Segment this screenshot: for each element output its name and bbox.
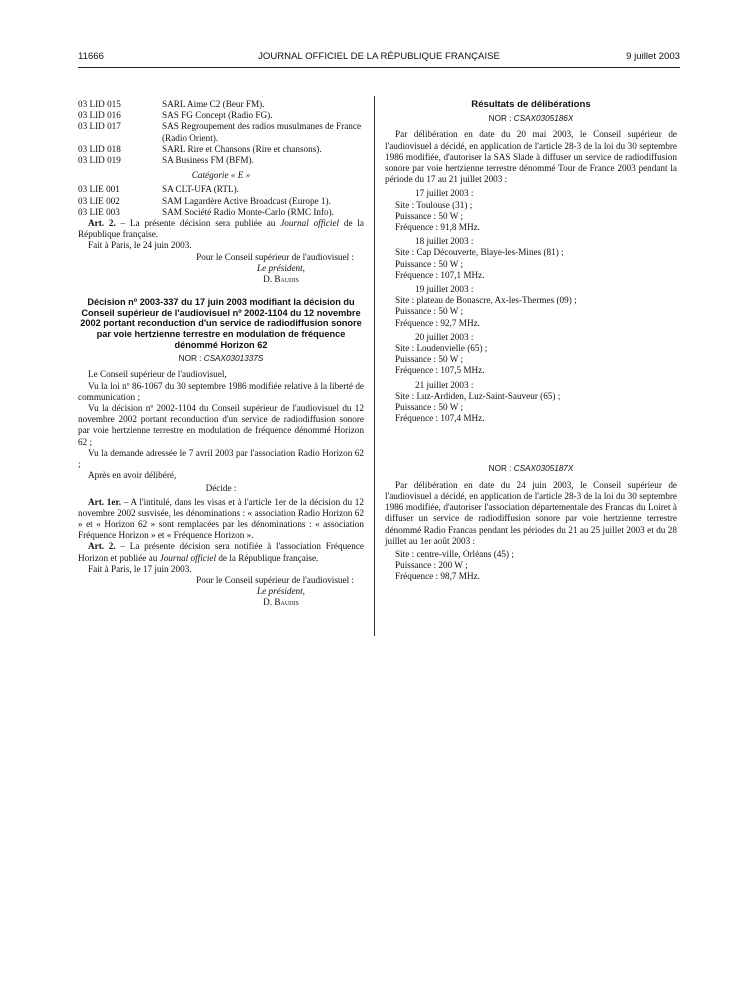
article-2-notification: Art. 2. – La présente décision sera notifiée à l'association Fréquence Horizon et publiée au Journal officiel de la République française.: [78, 541, 365, 563]
broadcast-date: 18 juillet 2003 :: [415, 236, 474, 247]
broadcast-date: 20 juillet 2003 :: [415, 331, 474, 342]
licence-code: 03 LIE 003: [78, 206, 120, 217]
signing-place-date: Fait à Paris, le 24 juin 2003.: [88, 240, 192, 251]
header-rule: [78, 67, 680, 68]
licence-code: 03 LID 015: [78, 99, 121, 109]
licence-code: 03 LID 017: [78, 121, 121, 132]
broadcast-site: [385, 284, 677, 329]
decision-title: Décision nº 2003-337 du 17 juin 2003 modifiant la décision du Conseil supérieur de l'audiovisuel nº 2002-1104 du 12 novembre 2002 portant reconduction d'un service de radiodiffusion sonore par voie hertzienne terrestre en modulation de fréquence dénommé Horizon 62: [80, 297, 362, 350]
issue-date: 9 juillet 2003: [626, 51, 680, 62]
broadcast-date: 19 juillet 2003 :: [415, 284, 474, 295]
signatory-role: Le président,: [257, 586, 305, 597]
article-label: Art. 1er.: [88, 496, 121, 507]
operator-list-e: [78, 184, 364, 218]
broadcast-date: 17 juillet 2003 :: [415, 188, 474, 199]
operator-name: SAS Regroupement des radios musulmanes de France (Radio Orient).: [162, 121, 362, 143]
licence-code: 03 LID 019: [78, 155, 121, 166]
nor-code: CSAX0301337S: [203, 354, 264, 364]
journal-title: JOURNAL OFFICIEL DE LA RÉPUBLIQUE FRANÇAISE: [258, 51, 500, 62]
operator-name: SAS FG Concept (Radio FG).: [162, 110, 273, 121]
site-frequency: Fréquence : 92,7 MHz.: [395, 317, 480, 328]
site-power: Puissance : 50 W ;: [395, 354, 464, 365]
nor-code: CSAX0305187X: [513, 464, 574, 474]
broadcast-site: [385, 332, 677, 377]
site-frequency: Fréquence : 91,8 MHz.: [395, 222, 480, 233]
broadcast-site: [385, 236, 677, 281]
site-power: Puissance : 50 W ;: [395, 306, 464, 317]
preamble-deliberation: Après en avoir délibéré,: [88, 470, 177, 481]
nor-reference: NOR : CSAX0301337S: [178, 354, 264, 364]
site-location: Site : Cap Découverte, Blaye-les-Mines (81) ;: [395, 247, 564, 258]
broadcast-site: [385, 380, 677, 425]
list-item: [78, 110, 364, 121]
site-frequency: Fréquence : 98,7 MHz.: [395, 571, 480, 582]
left-column: [78, 99, 364, 609]
operator-name: SARL Rire et Chansons (Rire et chansons).: [162, 143, 322, 154]
column-divider: [374, 96, 375, 636]
broadcast-site: [385, 188, 677, 233]
nor-reference: NOR : CSAX0305186X: [488, 114, 574, 124]
site-frequency: Fréquence : 107,1 MHz.: [395, 269, 485, 280]
list-item: [78, 121, 364, 143]
signatory-name: D. Baudis: [263, 597, 299, 608]
site-power: Puissance : 50 W ;: [395, 258, 464, 269]
licence-code: 03 LID 018: [78, 143, 121, 154]
list-item: [78, 155, 364, 166]
article-2-publication: Art. 2. – La présente décision sera publiée au Journal officiel de la République française.: [78, 218, 364, 240]
operator-name: SA CLT-UFA (RTL).: [162, 184, 239, 195]
nor-code: CSAX0305186X: [513, 114, 574, 124]
decide-heading: Décide :: [205, 483, 237, 494]
site-location: Site : Toulouse (31) ;: [395, 199, 473, 210]
site-frequency: Fréquence : 107,4 MHz.: [395, 413, 485, 424]
licence-code: 03 LIE 002: [78, 195, 120, 206]
signature-line: Pour le Conseil supérieur de l'audiovisuel :: [196, 251, 354, 262]
site-power: Puissance : 200 W ;: [395, 560, 468, 571]
preamble-request: Vu la demande adressée le 7 avril 2003 par l'association Radio Horizon 62 ;: [78, 447, 364, 470]
page-header: [78, 51, 680, 65]
deliberation-intro: Par délibération en date du 20 mai 2003, le Conseil supérieur de l'audiovisuel a décidé, en application de l'article 28-3 de la loi du 30 septembre 1986 modifiée, d'autoriser la SAS Slade à diffuser un service de radiodiffusion sonore par voie hertzienne terrestre dénommé Tour de France 2003 pendant la période du 17 au 21 juillet 2003 :: [385, 129, 677, 185]
category-heading: Catégorie « E »: [191, 170, 251, 181]
page-number: 11666: [78, 51, 104, 62]
site-location: Site : plateau de Bonascre, Ax-les-Thermes (09) ;: [395, 295, 577, 306]
operator-list-d: [78, 99, 364, 166]
list-item: [78, 196, 364, 207]
section-spacer: [385, 424, 677, 460]
site-location: Site : Luz-Ardiden, Luz-Saint-Sauveur (65) ;: [395, 390, 561, 401]
article-label: Art. 2.: [88, 218, 116, 229]
right-column: [385, 99, 677, 583]
operator-name: SAM Lagardère Active Broadcast (Europe 1).: [162, 195, 331, 206]
article-1: Art. 1er. – A l'intitulé, dans les visas et à l'article 1er de la décision du 12 novembre 2002 susvisée, les dénominations : « association Radio Horizon 62 » et « Horizon 62 » sont remplacées par les dénominations : « association Fréquence Horizon » et « Fréquence Horizon ».: [78, 496, 364, 541]
operator-name: SA Business FM (BFM).: [162, 155, 254, 166]
site-power: Puissance : 50 W ;: [395, 210, 464, 221]
site-location: Site : Loudenvielle (65) ;: [395, 343, 488, 354]
preamble-law: Vu la loi nº 86-1067 du 30 septembre 1986 modifiée relative à la liberté de communication ;: [78, 380, 364, 402]
broadcast-date: 21 juillet 2003 :: [415, 379, 474, 390]
signing-place-date: Fait à Paris, le 17 juin 2003.: [88, 563, 192, 574]
licence-code: 03 LIE 001: [78, 184, 120, 195]
nor-reference: NOR : CSAX0305187X: [488, 464, 574, 474]
preamble-decision: Vu la décision nº 2002-1104 du Conseil supérieur de l'audiovisuel du 12 novembre 2002 portant reconduction d'un service de radiodiffusion sonore par voie hertzienne terrestre en modulation de fréquence dénommé Horizon 62 ;: [78, 403, 364, 447]
journal-reference: Journal officiel: [280, 218, 340, 229]
site-power: Puissance : 50 W ;: [395, 402, 464, 413]
site-frequency: Fréquence : 107,5 MHz.: [395, 365, 485, 376]
list-item: [78, 99, 364, 110]
article-label: Art. 2.: [88, 541, 116, 552]
deliberation-intro: Par délibération en date du 24 juin 2003, le Conseil supérieur de l'audiovisuel a décidé, en application de l'article 28-3 de la loi du 30 septembre 1986 modifiée, d'autoriser l'association départementale des Francas du Loiret à diffuser un service de radiodiffusion sonore par voie hertzienne terrestre dénommé Radio Francas pendant les périodes du 21 au 25 juillet 2003 et du 28 juillet au 1er août 2003 :: [385, 479, 677, 546]
preamble-council: Le Conseil supérieur de l'audiovisuel,: [88, 369, 227, 380]
journal-reference: Journal officiel: [159, 552, 217, 563]
operator-name: SARL Aime C2 (Beur FM).: [162, 99, 265, 109]
site-location: Site : centre-ville, Orléans (45) ;: [395, 548, 514, 559]
signatory-role: Le président,: [257, 262, 305, 273]
operator-name: SAM Société Radio Monte-Carlo (RMC Info).: [162, 206, 334, 217]
signature-line: Pour le Conseil supérieur de l'audiovisuel :: [196, 575, 354, 586]
list-item: [78, 184, 364, 195]
section-title: Résultats de délibérations: [471, 99, 591, 110]
signatory-name: D. Baudis: [263, 274, 299, 285]
list-item: [78, 207, 364, 218]
list-item: [78, 144, 364, 155]
licence-code: 03 LID 016: [78, 110, 121, 121]
